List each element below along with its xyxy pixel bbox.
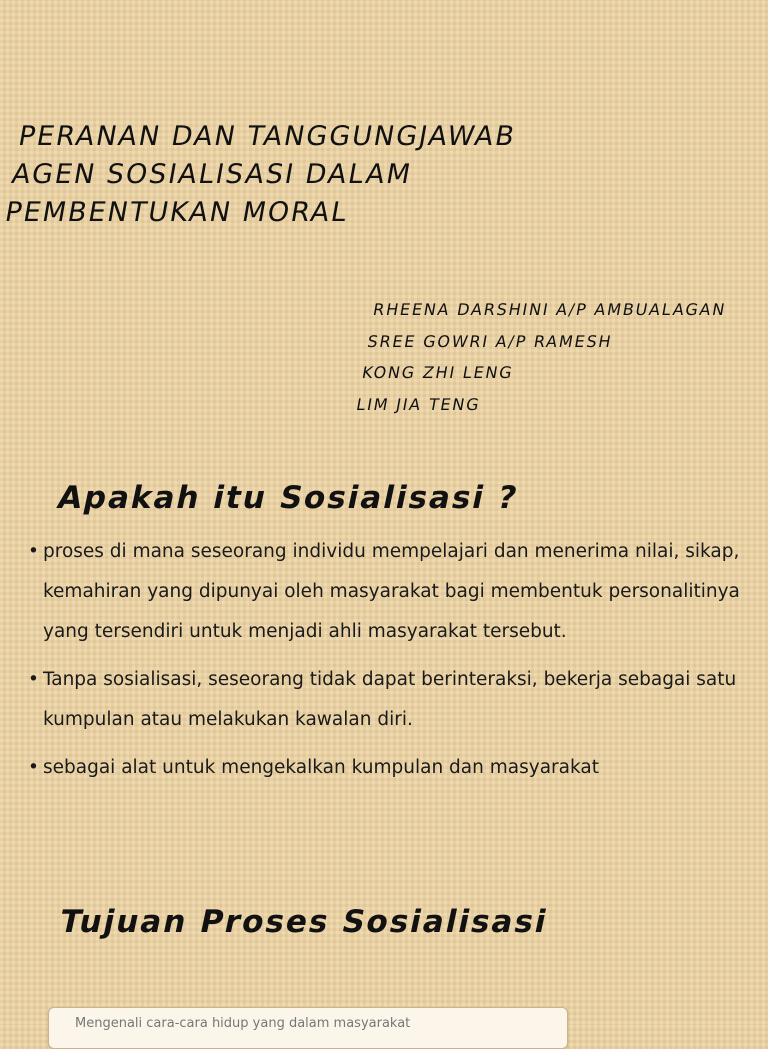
author-name: RHEENA DARSHINI A/P AMBUALAGAN <box>371 300 728 319</box>
author-name: SREE GOWRI A/P RAMESH <box>366 331 615 351</box>
section-heading-sosialisasi: Apakah itu Sosialisasi ? <box>54 480 522 516</box>
bullet-icon: • <box>28 541 39 562</box>
bullet-item <box>28 660 758 740</box>
bullet-item <box>28 532 758 652</box>
content-card <box>48 1007 568 1049</box>
title-line-2: AGEN SOSIALISASI DALAM <box>9 159 415 190</box>
bullet-text: sebagai alat untuk mengekalkan kumpulan dan masyarakat <box>43 757 599 778</box>
bullet-list <box>28 532 758 796</box>
author-list <box>354 294 729 420</box>
bullet-icon: • <box>28 757 39 778</box>
bullet-text: proses di mana seseorang individu mempelajari dan menerima nilai, sikap, kemahiran yang dipunyai oleh masyarakat bagi membentuk personalitinya yang tersendiri untuk menjadi ahli masyarakat tersebut. <box>43 541 740 642</box>
title-line-1: PERANAN DAN TANGGUNGJAWAB <box>16 121 519 152</box>
title-line-3: PEMBENTUKAN MORAL <box>2 197 351 228</box>
author-name: KONG ZHI LENG <box>360 363 516 382</box>
slide-title <box>2 118 752 232</box>
author-name: LIM JIA TENG <box>354 394 483 414</box>
bullet-item <box>28 748 758 788</box>
bullet-icon: • <box>28 669 39 690</box>
bullet-text: Tanpa sosialisasi, seseorang tidak dapat berinteraksi, bekerja sebagai satu kumpulan atau melakukan kawalan diri. <box>43 669 737 730</box>
card-text: Mengenali cara-cara hidup yang dalam masyarakat <box>75 1016 411 1031</box>
section-heading-tujuan: Tujuan Proses Sosialisasi <box>56 904 552 940</box>
